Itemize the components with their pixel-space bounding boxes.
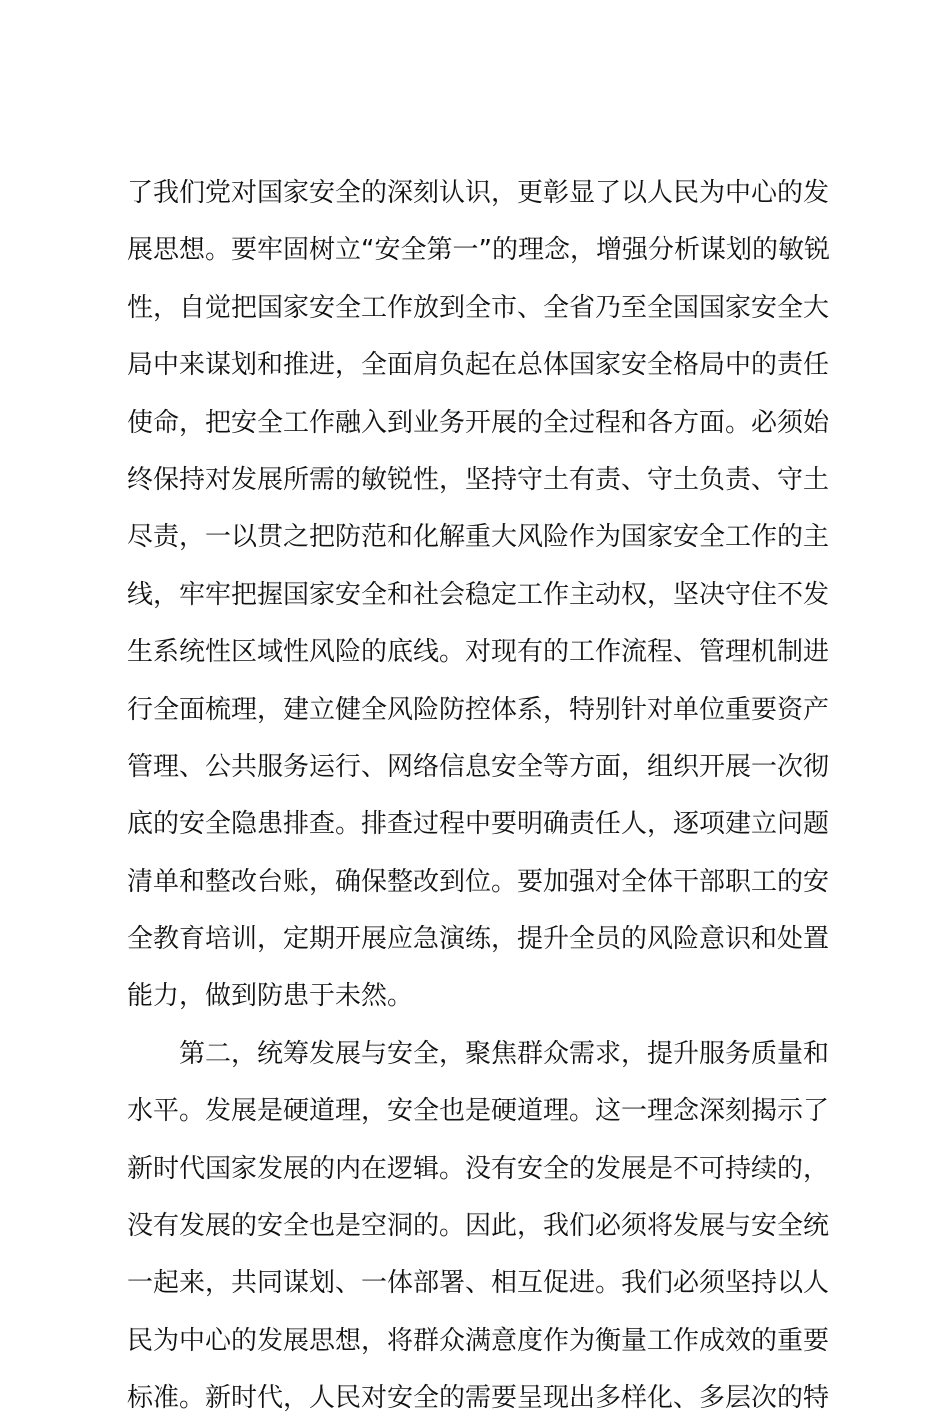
text-line: 使命，把安全工作融入到业务开展的全过程和各方面。必须始 (127, 407, 830, 438)
text-line: 展思想。要牢固树立“安全第一”的理念，增强分析谋划的敏锐 (127, 235, 830, 266)
text-line: 生系统性区域性风险的底线。对现有的工作流程、管理机制进 (127, 637, 830, 668)
text-line: 清单和整改台账，确保整改到位。要加强对全体干部职工的安 (127, 866, 830, 897)
text-line: 行全面梳理，建立健全风险防控体系，特别针对单位重要资产 (127, 694, 830, 725)
text-line: 了我们党对国家安全的深刻认识，更彰显了以人民为中心的发 (127, 178, 830, 208)
text-line: 一起来，共同谋划、一体部署、相互促进。我们必须坚持以人 (127, 1268, 830, 1299)
text-line: 尽责，一以贯之把防范和化解重大风险作为国家安全工作的主 (127, 522, 830, 553)
text-line: 终保持对发展所需的敏锐性，坚持守土有责、守土负责、守土 (127, 464, 830, 495)
text-line: 新时代国家发展的内在逻辑。没有安全的发展是不可持续的， (127, 1153, 830, 1184)
text-line: 全教育培训，定期开展应急演练，提升全员的风险意识和处置 (127, 924, 830, 955)
text-line: 线，牢牢把握国家安全和社会稳定工作主动权，坚决守住不发 (127, 579, 830, 610)
text-line: 水平。发展是硬道理，安全也是硬道理。这一理念深刻揭示了 (127, 1096, 830, 1127)
text-line: 管理、公共服务运行、网络信息安全等方面，组织开展一次彻 (127, 751, 830, 782)
paragraph-start-line: 第二，统筹发展与安全，聚焦群众需求，提升服务质量和 (179, 1038, 830, 1069)
text-line: 没有发展的安全也是空洞的。因此，我们必须将发展与安全统 (127, 1211, 830, 1242)
text-line: 性，自觉把国家安全工作放到全市、全省乃至全国国家安全大 (127, 292, 830, 323)
text-line: 底的安全隐患排查。排查过程中要明确责任人，逐项建立问题 (127, 809, 830, 840)
text-line: 能力，做到防患于未然。 (127, 981, 414, 1012)
document-body (127, 165, 830, 1428)
text-line: 标准。新时代，人民对安全的需要呈现出多样化、多层次的特 (127, 1383, 830, 1414)
text-line: 民为中心的发展思想，将群众满意度作为衡量工作成效的重要 (127, 1325, 830, 1356)
text-line: 局中来谋划和推进，全面肩负起在总体国家安全格局中的责任 (127, 350, 830, 381)
